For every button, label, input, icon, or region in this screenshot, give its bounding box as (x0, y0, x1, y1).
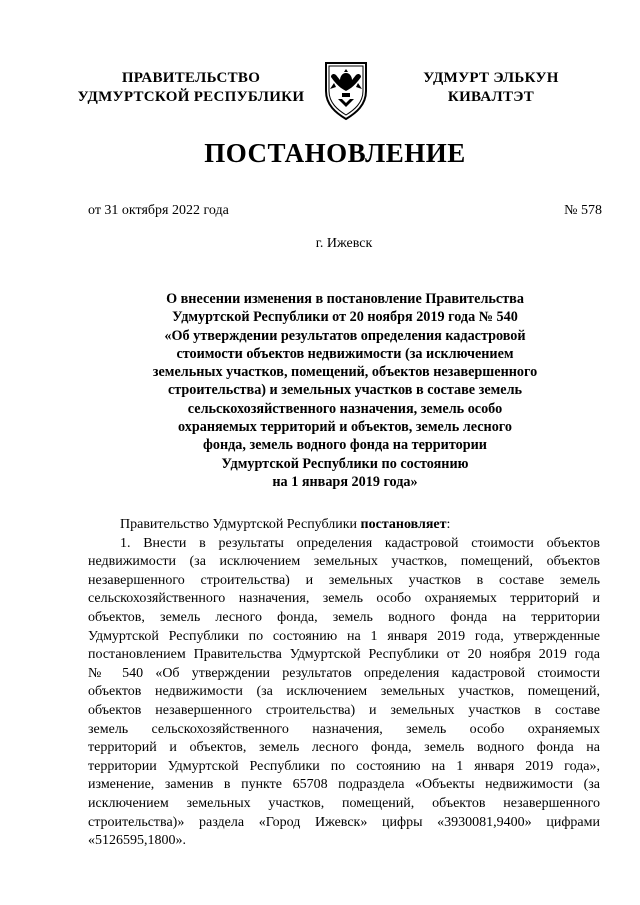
body-line: Удмуртской Республики по состоянию на 1 января 2019 года, утвержденные (88, 628, 600, 644)
body-line: 1. Внести в результаты определения кадастровой стоимости объектов (120, 535, 600, 551)
subject-line: О внесении изменения в постановление Правительства (166, 291, 524, 307)
header-right-line-2: КИВАЛТЭТ (447, 89, 535, 105)
body-line: объектов недвижимости (за исключением земельных участков, помещений, (88, 684, 600, 700)
header-left (62, 69, 320, 107)
document-title: ПОСТАНОВЛЕНИЕ (204, 138, 466, 168)
document-subject (150, 290, 540, 491)
subject-line: охраняемых территорий и объектов, земель лесного (178, 419, 512, 436)
body-line: территорий и объектов, земель лесного фонда, земель водного фонда на (88, 740, 600, 756)
header-right-line-1: УДМУРТ ЭЛЬКУН (423, 70, 559, 86)
header-right (384, 69, 598, 107)
body-line: строительства)» раздела «Город Ижевск» цифры «3930081,9400» цифрами (88, 814, 600, 830)
subject-line: сельскохозяйственного назначения, земель особо (187, 400, 503, 417)
body-intro (88, 516, 600, 535)
body-line: № 540 «Об утверждении результатов определения кадастровой стоимости (88, 665, 600, 681)
intro-bold: постановляет (360, 517, 447, 532)
document-date: от 31 октября 2022 года (88, 203, 229, 218)
document-body (88, 516, 600, 851)
body-line: территории Удмуртской Республики по состоянию на 1 января 2019 года», (88, 758, 600, 774)
subject-line: стоимости объектов недвижимости (за исключением (176, 345, 514, 362)
body-line: «5126595,1800». (88, 833, 186, 849)
body-line: изменение, заменив в пункте 65708 подраздела «Объекты недвижимости (за (88, 777, 600, 793)
subject-line: Удмуртской Республики от 20 ноября 2019 года № 540 (172, 309, 518, 326)
subject-line: «Об утверждении результатов определения кадастровой (164, 327, 526, 344)
body-line: сельскохозяйственного назначения, земель особо охраняемых территорий и (88, 591, 600, 607)
document-city: г. Ижевск (315, 236, 373, 251)
body-line: объектов незавершенного строительства) и земельных участков в составе (88, 702, 600, 718)
subject-line: фонда, земель водного фонда на территории (203, 437, 487, 454)
subject-line: земельных участков, помещений, объектов незавершенного (152, 364, 538, 381)
body-line: недвижимости (за исключением земельных участков, помещений, объектов (88, 554, 600, 570)
subject-line: строительства) и земельных участков в составе земель (167, 382, 523, 399)
subject-line: Удмуртской Республики по состоянию (221, 455, 469, 472)
header-left-line-1: ПРАВИТЕЛЬСТВО (121, 70, 261, 86)
body-line: объектов, земель лесного фонда, земель водного фонда на территории (88, 609, 600, 625)
intro-end: : (446, 517, 451, 532)
body-line: постановлением Правительства Удмуртской Республики от 20 ноября 2019 года (88, 647, 600, 663)
body-line: исключением земельных участков, помещений, объектов незавершенного (88, 795, 600, 811)
header-left-line-2: УДМУРТСКОЙ РЕСПУБЛИКИ (77, 89, 305, 105)
intro-text: Правительство Удмуртской Республики (120, 517, 361, 532)
udmurt-coat-of-arms-icon (322, 57, 370, 121)
body-line: земель сельскохозяйственного назначения, земель особо охраняемых (88, 721, 600, 737)
document-number: № 578 (564, 203, 602, 218)
body-line: незавершенного строительства) и земельных участков в составе земель (88, 572, 600, 588)
subject-line: на 1 января 2019 года» (272, 473, 418, 490)
